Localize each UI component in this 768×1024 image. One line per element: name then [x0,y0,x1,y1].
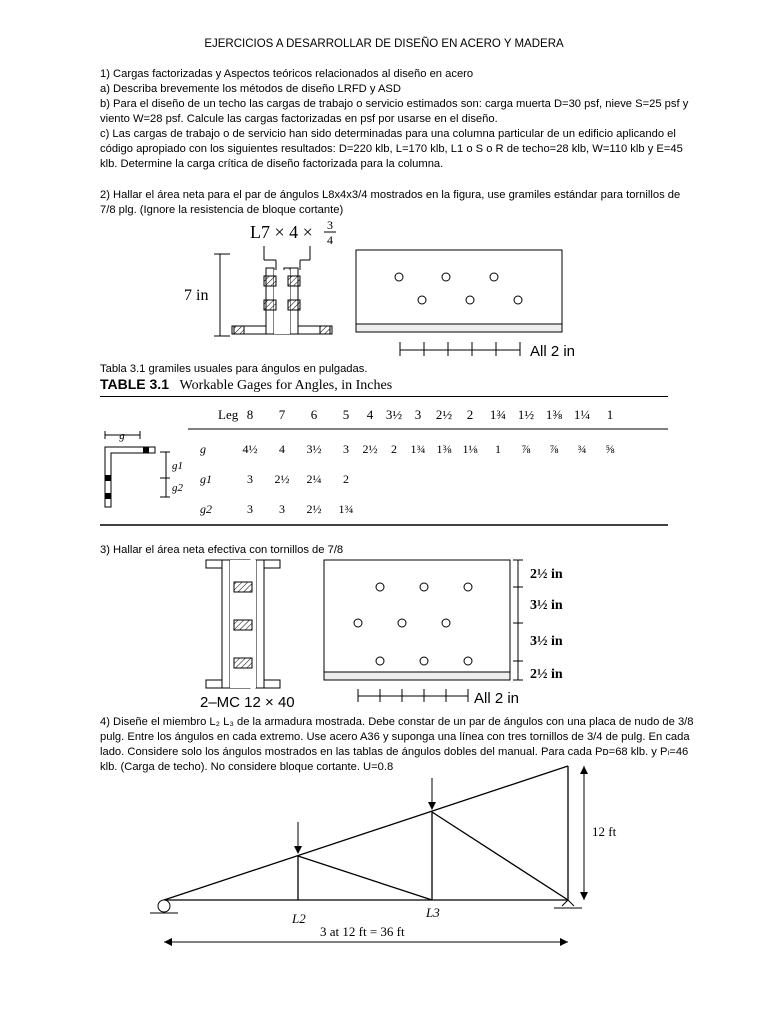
gage-table [100,376,668,527]
table-header-cell: 1⅜ [545,407,563,422]
table-cell: 4 [279,442,285,456]
node-l3-label: L3 [426,905,440,920]
table-cell: ⅝ [605,442,615,456]
table-cell: 2½ [274,472,290,486]
key-label-g: g [119,430,125,442]
section-1-line: código apropiado con los siguientes resultados: D=220 klb, L=170 klb, L1 o S o R de techo=28 klb, W=110 klb y E=45 [100,143,683,155]
document-title: EJERCICIOS A DESARROLLAR DE DISEÑO EN ACERO Y MADERA [204,38,564,50]
table-header-leg: Leg [218,407,239,422]
section-2-line: 2) Hallar el área neta para el par de ángulos L8x4x3/4 mostrados en la figura, use gramiles estándar para tornillos de [100,189,681,201]
key-label-g1: g1 [172,460,183,472]
table-cell: ⅞ [521,442,531,456]
table-header-cell: 8 [246,407,254,422]
table-header-cell: 1¾ [489,407,507,422]
figure-truss [150,760,630,956]
table-row-label: g1 [200,472,212,486]
table-body [100,397,668,527]
table-cell: 3 [279,502,285,516]
dimension-label: 2½ in [530,567,563,582]
section-4-line: pulg. Entre los ángulos en cada extremo. Use acero A36 y suponga una línea con tres tornillos de 3/4 de pulg. En cada [100,731,690,743]
section-1-line: b) Para el diseño de un techo las cargas de trabajo o servicio estimados son: carga muerta D=30 psf, nieve S=25 psf y [100,98,689,110]
section-3-line: 3) Hallar el área neta efectiva con tornillos de 7/8 [100,544,344,556]
table-cell: 2½ [362,442,378,456]
table-cell: 1⅛ [462,442,478,456]
table-row-label: g2 [200,502,212,516]
table-header-cell: 1¼ [573,407,591,422]
node-l2-label: L2 [292,911,306,926]
table-cell: 2½ [306,502,322,516]
table-row-label: g [200,442,206,456]
table-cell: 3 [343,442,349,456]
table-cell: 4½ [242,442,258,456]
table-cell: 2 [343,472,349,486]
table-header-cell: 3½ [385,407,403,422]
table-header-row [218,407,613,422]
height-dimension-label: 7 in [184,287,209,304]
table-header-cell: 2½ [435,407,453,422]
table-header-cell: 4 [366,407,374,422]
table-cell: 1⅜ [436,442,452,456]
table-title [100,378,392,393]
angle-key-sketch [105,430,184,507]
table-number: TABLE 3.1 [100,376,169,392]
angle-fraction-denominator: 4 [327,233,333,247]
section-2 [100,188,681,218]
section-1-line: 1) Cargas factorizadas y Aspectos teóricos relacionados al diseño en acero [100,68,474,80]
table-header-cell: 1½ [517,407,535,422]
plate-spacing-label: All 2 in [530,343,576,360]
truss-height-label: 12 ft [592,824,617,839]
section-1-line: a) Describa brevemente los métodos de diseño LRFD y ASD [100,83,401,95]
section-1-line: viento W=28 psf. Calcule las cargas factorizadas en psf por usarse en el diseño. [100,113,498,125]
section-4-line: 4) Diseñe el miembro L₂ L₃ de la armadura mostrada. Debe constar de un par de ángulos con una placa de nudo de 3/8 [100,716,694,728]
section-4-line: klb. (Carga de techo). No considere bloque cortante. U=0.8 [100,761,394,773]
table-cell: 1 [495,442,501,456]
dimension-label: 2½ in [530,667,563,682]
table-cell: 1¾ [338,502,354,516]
table-cell: 2 [391,442,397,456]
table-name: Workable Gages for Angles, in Inches [179,378,393,393]
angle-size-label: L7 × 4 × [250,222,313,242]
dimension-label: 3½ in [530,634,563,649]
key-label-g2: g2 [172,482,183,494]
table-cell: 3½ [306,442,322,456]
table-header-cell: 3 [414,407,422,422]
section-1-line: c) Las cargas de trabajo o de servicio han sido determinadas para una columna particular de un edificio aplicando el [100,128,676,140]
table-header-cell: 7 [278,407,286,422]
section-1-line: klb. Determine la carga crítica de diseño factorizada para la columna. [100,158,444,170]
table-cell: 3 [247,502,253,516]
angle-fraction-numerator: 3 [327,218,333,232]
table-header-cell: 5 [342,407,350,422]
table-data-rows [200,442,615,516]
table-cell: 3 [247,472,253,486]
table-header-cell: 2 [466,407,474,422]
dimension-label: 3½ in [530,598,563,613]
table-cell: ¾ [577,442,587,456]
section-1 [100,67,689,172]
truss-span-label: 3 at 12 ft = 36 ft [320,924,405,939]
plate-spacing-label: All 2 in [474,690,520,707]
table-cell: ⅞ [549,442,559,456]
table-header-cell: 6 [310,407,318,422]
table-cell: 1¾ [410,442,426,456]
section-2-line: 7/8 plg. (Ignore la resistencia de bloque cortante) [100,204,344,216]
table-cell: 2¼ [306,472,322,486]
table-caption: Tabla 3.1 gramiles usuales para ángulos en pulgadas. [100,363,368,375]
table-header-cell: 1 [606,407,614,422]
figure-channels [200,556,580,711]
channel-section-label: 2–MC 12 × 40 [200,694,295,711]
section-4-line: lado. Considere solo los ángulos mostrados en las tablas de ángulos dobles del manual. Para cada Pᴅ=68 klb. y Pₗ=46 [100,746,689,758]
figure-angles [180,218,580,360]
